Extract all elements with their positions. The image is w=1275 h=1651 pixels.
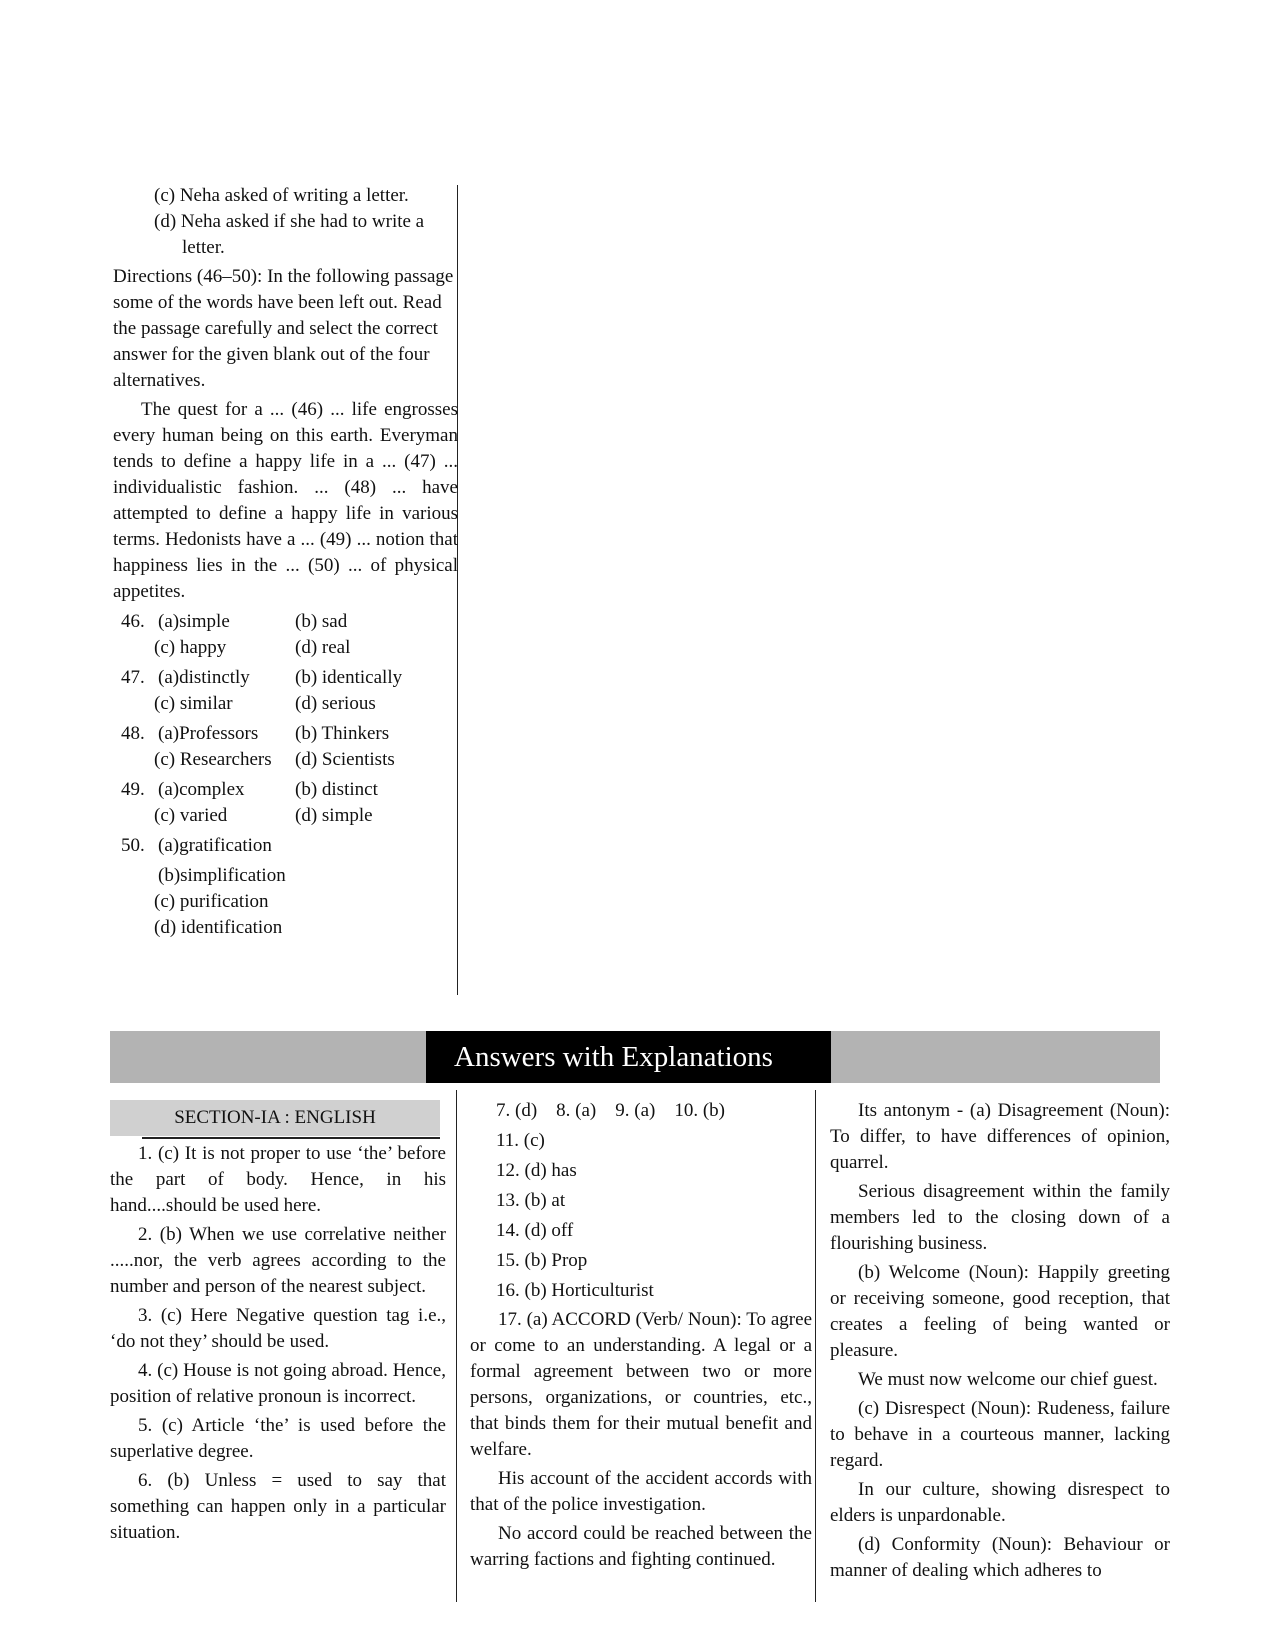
option-a: (a)distinctly (158, 667, 250, 688)
answers-column-2 (470, 1098, 812, 1573)
option-c: (c) varied (154, 805, 228, 826)
bottom-column-rule-2 (815, 1090, 816, 1602)
answer-12: 12. (d) has (496, 1160, 577, 1181)
question-number: 48. (121, 723, 145, 744)
answer-5: 5. (c) Article ‘the’ is used before the superlative degree. (110, 1415, 446, 1462)
antonym-b: (b) Welcome (Noun): Happily greeting or receiving someone, good reception, that creates a feeling of being wanted or pleasure. (830, 1262, 1170, 1361)
section-title: SECTION-IA : ENGLISH (110, 1100, 440, 1136)
antonym-d: (d) Conformity (Noun): Behaviour or manner of dealing which adheres to (830, 1534, 1170, 1581)
option-c: (c) similar (154, 693, 233, 714)
question-50 (113, 833, 458, 941)
answers-column-1 (110, 1141, 446, 1546)
question-number: 47. (121, 667, 145, 688)
option-b: (b) distinct (295, 779, 378, 800)
option-d: (d) Scientists (295, 749, 395, 770)
question-46 (113, 609, 458, 661)
question-48 (113, 721, 458, 773)
answer-6: 6. (b) Unless = used to say that something can happen only in a particular situation. (110, 1470, 446, 1543)
answer-14: 14. (d) off (496, 1220, 574, 1241)
option-b: (b) Thinkers (295, 723, 390, 744)
option-a: (a)simple (158, 611, 230, 632)
antonym-a-example: Serious disagreement within the family members led to the closing down of a flourishing business. (830, 1181, 1170, 1254)
option-d: (d) real (295, 637, 351, 658)
option-c: (c) happy (154, 637, 227, 658)
answer-17: 17. (a) ACCORD (Verb/ Noun): To agree or come to an understanding. A legal or a formal agreement between two or more persons, organizations, or countries, etc., that binds them for their mutual benefit and welfare. (470, 1309, 812, 1460)
answer-13: 13. (b) at (496, 1190, 566, 1211)
banner-title: Answers with Explanations (426, 1031, 831, 1083)
antonym-c: (c) Disrespect (Noun): Rudeness, failure to behave in a courteous manner, lacking regard. (830, 1398, 1170, 1471)
antonym-c-example: In our culture, showing disrespect to elders is unpardonable. (830, 1479, 1170, 1526)
answer-4: 4. (c) House is not going abroad. Hence, position of relative pronoun is incorrect. (110, 1360, 446, 1407)
section-underline (142, 1137, 440, 1139)
answer-1: 1. (c) It is not proper to use ‘the’ before the part of body. Hence, in his hand....should be used here. (110, 1143, 446, 1216)
answer-15: 15. (b) Prop (496, 1250, 588, 1271)
answer-17-example-1: His account of the accident accords with that of the police investigation. (470, 1468, 812, 1515)
option-a: (a)gratification (158, 835, 272, 856)
antonym-a: Its antonym - (a) Disagreement (Noun): To differ, to have differences of opinion, quarrel. (830, 1100, 1170, 1173)
directions-text: Directions (46–50): In the following passage some of the words have been left out. Read the passage carefully and select the correct answer for the given blank out of the four alternatives. (113, 266, 454, 391)
answer-3: 3. (c) Here Negative question tag i.e., ‘do not they’ should be used. (110, 1305, 446, 1352)
option-d: (d) identification (154, 917, 283, 938)
answer-2: 2. (b) When we use correlative neither .....nor, the verb agrees according to the number and person of the nearest subject. (110, 1224, 446, 1297)
answer-17-example-2: No accord could be reached between the warring factions and fighting continued. (470, 1523, 812, 1570)
questions-column (113, 183, 458, 941)
option-b: (b) identically (295, 667, 403, 688)
question-number: 49. (121, 779, 145, 800)
bottom-column-rule-1 (456, 1090, 457, 1602)
option-d-line: (d) Neha asked if she had to write a letter. (154, 211, 425, 258)
option-a: (a)Professors (158, 723, 259, 744)
option-c-line: (c) Neha asked of writing a letter. (154, 185, 409, 206)
question-number: 50. (121, 835, 145, 856)
answer-16: 16. (b) Horticulturist (496, 1280, 654, 1301)
answer-11: 11. (c) (496, 1130, 545, 1151)
option-a: (a)complex (158, 779, 245, 800)
option-c: (c) Researchers (154, 749, 272, 770)
option-b: (b) sad (295, 611, 348, 632)
option-c: (c) purification (154, 891, 269, 912)
option-b: (b)simplification (158, 865, 286, 886)
passage-text: The quest for a ... (46) ... life engrosses every human being on this earth. Everyman tends to define a happy life in a ... (47) ... individualistic fashion. ... (48) ... have attempted to define a happy life in various terms. Hedonists have a ... (49) ... notion that happiness lies in the ... (50) ... of physical appetites. (113, 399, 458, 602)
option-d: (d) serious (295, 693, 376, 714)
answers-banner (110, 1031, 1160, 1083)
question-number: 46. (121, 611, 145, 632)
answers-column-3 (830, 1098, 1170, 1584)
answers-7-10: 7. (d) 8. (a) 9. (a) 10. (b) (496, 1100, 725, 1121)
antonym-b-example: We must now welcome our chief guest. (858, 1369, 1158, 1390)
question-49 (113, 777, 458, 829)
question-47 (113, 665, 458, 717)
option-d: (d) simple (295, 805, 373, 826)
